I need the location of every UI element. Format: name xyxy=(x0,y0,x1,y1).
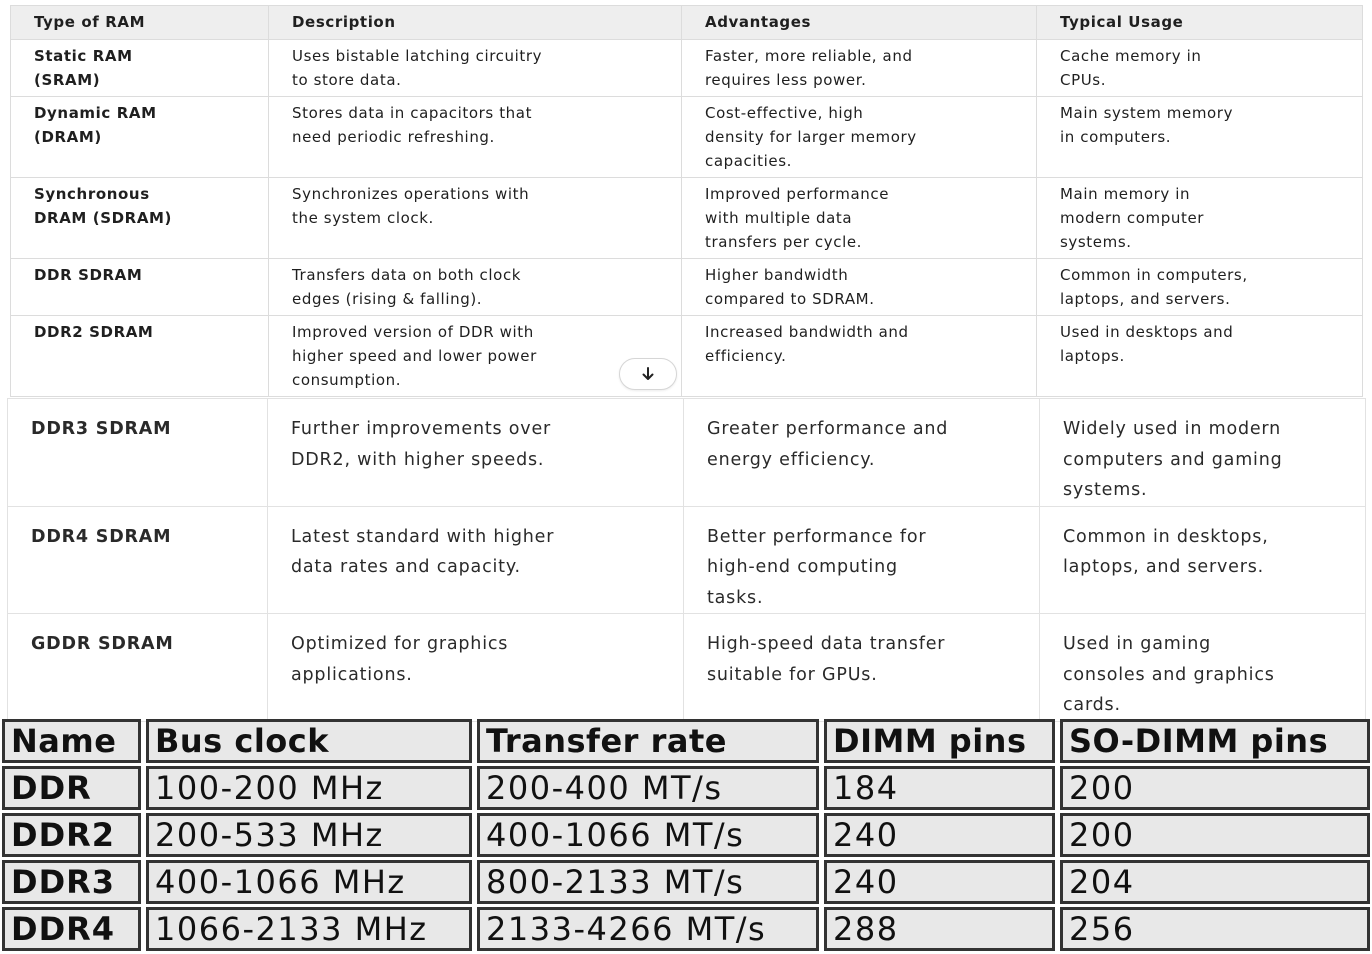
cell-bus-clock: 100-200 MHz xyxy=(146,766,472,810)
cell-name: DDR4 xyxy=(2,907,141,951)
header-name: Name xyxy=(2,719,141,763)
cell-text-line: Used in gaming xyxy=(1063,634,1212,654)
cell-text-line: Cache memory in xyxy=(1060,47,1202,65)
cell-name: DDR xyxy=(2,766,141,810)
cell-text-line: requires less power. xyxy=(705,71,867,89)
cell-text-line: higher speed and lower power xyxy=(292,347,537,365)
cell-text-line: Better performance for xyxy=(707,526,927,547)
cell-text-line: GDDR SDRAM xyxy=(31,634,174,654)
cell-text-line: in computers. xyxy=(1060,128,1172,146)
cell-text-line: Main memory in xyxy=(1060,185,1191,203)
cell-bus-clock: 400-1066 MHz xyxy=(146,860,472,904)
cell-text-line: systems. xyxy=(1060,233,1132,251)
header-type-of-ram: Type of RAM xyxy=(11,6,269,40)
cell-type-of-ram xyxy=(11,316,269,397)
cell-text-line: efficiency. xyxy=(705,347,787,365)
table-row xyxy=(11,97,1363,178)
cell-text-line: consumption. xyxy=(292,371,402,389)
cell-text-line: the system clock. xyxy=(292,209,434,227)
cell-so-dimm-pins: 200 xyxy=(1060,813,1370,857)
cell-text-line: Synchronous xyxy=(34,185,150,203)
cell-description xyxy=(269,316,682,397)
table-row xyxy=(2,907,1370,951)
cell-advantages xyxy=(682,40,1037,97)
table-row xyxy=(11,316,1363,397)
cell-bus-clock: 200-533 MHz xyxy=(146,813,472,857)
cell-text-line: high-end computing xyxy=(707,557,898,577)
cell-transfer-rate: 800-2133 MT/s xyxy=(477,860,819,904)
cell-text-line: laptops, and servers. xyxy=(1063,557,1264,577)
table-row xyxy=(2,813,1370,857)
cell-text-line: consoles and graphics xyxy=(1063,664,1275,685)
header-advantages: Advantages xyxy=(682,6,1037,40)
cell-text-line: applications. xyxy=(291,664,413,685)
cell-text-line: Improved version of DDR with xyxy=(292,323,534,341)
ram-types-table-upper xyxy=(10,5,1363,397)
cell-advantages xyxy=(682,178,1037,259)
cell-text-line: Common in computers, xyxy=(1060,266,1248,284)
header-dimm-pins: DIMM pins xyxy=(824,719,1055,763)
table-row xyxy=(11,259,1363,316)
cell-name: DDR3 xyxy=(2,860,141,904)
cell-text-line: DDR SDRAM xyxy=(34,266,143,284)
scroll-down-button[interactable] xyxy=(619,358,677,390)
cell-description xyxy=(269,40,682,97)
cell-advantages xyxy=(682,97,1037,178)
cell-text-line: Higher bandwidth xyxy=(705,266,849,284)
cell-type-of-ram xyxy=(8,399,268,507)
cell-text-line: Transfers data on both clock xyxy=(292,266,522,284)
cell-text-line: DDR2 SDRAM xyxy=(34,323,154,341)
cell-text-line: Improved performance xyxy=(705,185,890,203)
cell-description xyxy=(269,259,682,316)
cell-text-line: energy efficiency. xyxy=(707,449,876,470)
cell-text-line: with multiple data xyxy=(705,209,853,227)
cell-text-line: systems. xyxy=(1063,480,1148,500)
cell-text-line: Optimized for graphics xyxy=(291,634,509,654)
header-typical-usage: Typical Usage xyxy=(1037,6,1363,40)
cell-text-line: Static RAM xyxy=(34,47,133,65)
cell-typical-usage xyxy=(1037,40,1363,97)
cell-text-line: computers and gaming xyxy=(1063,449,1283,470)
table-row xyxy=(8,399,1366,507)
cell-text-line: Stores data in capacitors that xyxy=(292,104,533,122)
cell-description xyxy=(268,399,684,507)
cell-text-line: DRAM (SDRAM) xyxy=(34,209,173,227)
cell-transfer-rate: 200-400 MT/s xyxy=(477,766,819,810)
ram-types-lower-body xyxy=(8,399,1366,722)
table-row xyxy=(2,766,1370,810)
cell-dimm-pins: 184 xyxy=(824,766,1055,810)
cell-text-line: to store data. xyxy=(292,71,402,89)
cell-text-line: laptops, and servers. xyxy=(1060,290,1231,308)
cell-type-of-ram xyxy=(11,178,269,259)
cell-advantages xyxy=(684,399,1040,507)
cell-typical-usage xyxy=(1040,506,1366,614)
cell-typical-usage xyxy=(1037,178,1363,259)
cell-advantages xyxy=(684,614,1040,722)
cell-typical-usage xyxy=(1040,614,1366,722)
cell-text-line: Uses bistable latching circuitry xyxy=(292,47,543,65)
cell-type-of-ram xyxy=(11,40,269,97)
cell-bus-clock: 1066-2133 MHz xyxy=(146,907,472,951)
arrow-down-icon xyxy=(640,366,656,382)
cell-text-line: need periodic refreshing. xyxy=(292,128,495,146)
table-row xyxy=(11,40,1363,97)
header-bus-clock: Bus clock xyxy=(146,719,472,763)
cell-text-line: data rates and capacity. xyxy=(291,557,521,577)
cell-text-line: (SRAM) xyxy=(34,71,101,89)
cell-text-line: Increased bandwidth and xyxy=(705,323,909,341)
table-header-row xyxy=(11,6,1363,40)
table-row xyxy=(2,860,1370,904)
cell-text-line: Used in desktops and xyxy=(1060,323,1234,341)
ddr-specs-table xyxy=(0,716,1372,954)
cell-description xyxy=(269,178,682,259)
cell-text-line: DDR3 SDRAM xyxy=(31,419,172,439)
cell-so-dimm-pins: 200 xyxy=(1060,766,1370,810)
cell-text-line: cards. xyxy=(1063,695,1121,715)
header-description: Description xyxy=(269,6,682,40)
cell-text-line: Greater performance and xyxy=(707,419,949,439)
cell-so-dimm-pins: 204 xyxy=(1060,860,1370,904)
cell-transfer-rate: 2133-4266 MT/s xyxy=(477,907,819,951)
cell-name: DDR2 xyxy=(2,813,141,857)
cell-text-line: density for larger memory xyxy=(705,128,917,146)
cell-text-line: Dynamic RAM xyxy=(34,104,157,122)
cell-advantages xyxy=(682,259,1037,316)
cell-text-line: DDR4 SDRAM xyxy=(31,526,172,547)
cell-type-of-ram xyxy=(8,614,268,722)
cell-text-line: capacities. xyxy=(705,152,793,170)
cell-text-line: tasks. xyxy=(707,587,764,608)
cell-text-line: modern computer xyxy=(1060,209,1205,227)
cell-typical-usage xyxy=(1037,97,1363,178)
cell-type-of-ram xyxy=(8,506,268,614)
cell-text-line: Further improvements over xyxy=(291,419,552,439)
cell-text-line: DDR2, with higher speeds. xyxy=(291,449,545,470)
cell-description xyxy=(269,97,682,178)
cell-text-line: Cost-effective, high xyxy=(705,104,864,122)
ram-types-upper-body xyxy=(11,40,1363,397)
cell-typical-usage xyxy=(1040,399,1366,507)
cell-text-line: laptops. xyxy=(1060,347,1125,365)
cell-text-line: High-speed data transfer xyxy=(707,634,946,654)
ddr-header-row xyxy=(2,719,1370,763)
cell-text-line: CPUs. xyxy=(1060,71,1107,89)
cell-text-line: edges (rising & falling). xyxy=(292,290,483,308)
table-row xyxy=(8,614,1366,722)
cell-dimm-pins: 240 xyxy=(824,813,1055,857)
cell-text-line: Synchronizes operations with xyxy=(292,185,530,203)
cell-transfer-rate: 400-1066 MT/s xyxy=(477,813,819,857)
cell-description xyxy=(268,614,684,722)
cell-text-line: suitable for GPUs. xyxy=(707,664,878,685)
cell-typical-usage xyxy=(1037,259,1363,316)
cell-text-line: transfers per cycle. xyxy=(705,233,863,251)
cell-advantages xyxy=(684,506,1040,614)
table-row xyxy=(8,506,1366,614)
table-row xyxy=(11,178,1363,259)
ram-types-table-lower xyxy=(7,398,1366,722)
cell-description xyxy=(268,506,684,614)
cell-text-line: Latest standard with higher xyxy=(291,526,555,547)
cell-advantages xyxy=(682,316,1037,397)
cell-typical-usage xyxy=(1037,316,1363,397)
cell-dimm-pins: 288 xyxy=(824,907,1055,951)
cell-text-line: (DRAM) xyxy=(34,128,102,146)
cell-so-dimm-pins: 256 xyxy=(1060,907,1370,951)
header-so-dimm-pins: SO-DIMM pins xyxy=(1060,719,1370,763)
cell-text-line: Faster, more reliable, and xyxy=(705,47,913,65)
cell-type-of-ram xyxy=(11,259,269,316)
cell-text-line: Main system memory xyxy=(1060,104,1234,122)
ddr-specs-body xyxy=(2,766,1370,951)
cell-text-line: compared to SDRAM. xyxy=(705,290,875,308)
cell-dimm-pins: 240 xyxy=(824,860,1055,904)
cell-type-of-ram xyxy=(11,97,269,178)
header-transfer-rate: Transfer rate xyxy=(477,719,819,763)
cell-text-line: Widely used in modern xyxy=(1063,419,1282,439)
cell-text-line: Common in desktops, xyxy=(1063,526,1269,547)
